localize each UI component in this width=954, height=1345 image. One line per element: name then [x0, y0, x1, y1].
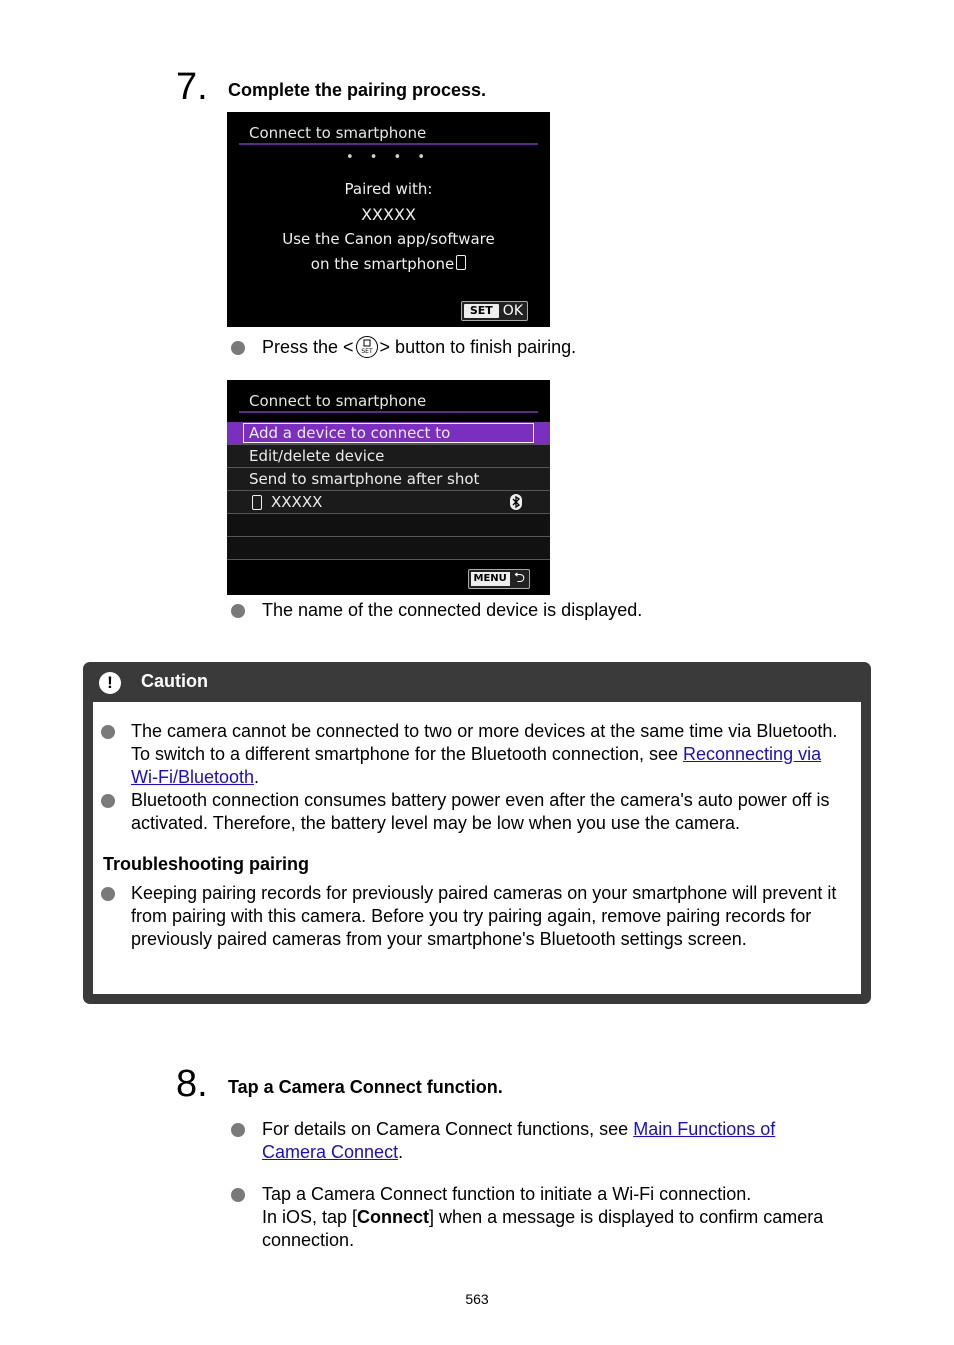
menu-item-empty — [227, 537, 550, 560]
svg-text:SET: SET — [360, 348, 373, 355]
menu-item-add-device[interactable] — [227, 422, 550, 445]
bullet-text-lead: For details on Camera Connect functions, see — [262, 1119, 634, 1139]
menu-item-label: XXXXX — [271, 493, 323, 511]
title-rule — [239, 411, 538, 413]
caution-item-text: Keeping pairing records for previously paired cameras on your smartphone will prevent it from pairing with this camera. Before you try pairing again, remove pairing records for previously paired cameras from your smartphone's Bluetooth settings screen. — [131, 883, 837, 949]
bullet-text — [262, 336, 576, 359]
bullet-dot — [101, 887, 115, 901]
reconnecting-link[interactable]: Reconnecting via Wi-Fi/Bluetooth — [131, 744, 822, 787]
bullet-dot — [231, 1123, 245, 1137]
caution-item-1-text: The camera cannot be connected to two or more devices at the same time via Bluetooth. To switch to a different smartphone for the Bluetooth connection, see — [131, 721, 838, 764]
paired-device-name: XXXXX — [361, 205, 416, 224]
progress-dots: • • • • — [345, 150, 432, 165]
menu-item-label: Send to smartphone after shot — [249, 470, 480, 488]
troubleshooting-heading: Troubleshooting pairing — [103, 854, 309, 874]
caution-item-text — [131, 720, 841, 789]
caution-item — [101, 789, 841, 835]
bullet-line-2-pre: In iOS, tap [ — [262, 1207, 358, 1227]
step-number-7: 7. — [176, 66, 208, 108]
menu-item-connected-device[interactable] — [227, 491, 550, 514]
menu-label: MENU — [471, 572, 510, 586]
menu-item-send-after-shot[interactable] — [227, 468, 550, 491]
warning-icon: ! — [99, 672, 121, 694]
set-label: SET — [464, 304, 499, 318]
set-ok-button[interactable] — [461, 301, 528, 321]
camera-screen-menu — [227, 380, 550, 595]
use-app-line: Use the Canon app/software — [282, 230, 495, 248]
menu-item-label: Add a device to connect to — [249, 424, 451, 442]
step-7-title: Complete the pairing process. — [228, 80, 487, 100]
bullet-text — [262, 1183, 871, 1252]
on-smartphone-line — [227, 255, 550, 273]
bullet-line-2-post: ] when a message is displayed to confirm camera connection. — [262, 1207, 824, 1250]
paired-with-label: Paired with: — [344, 180, 433, 198]
bluetooth-icon — [510, 494, 522, 510]
menu-item-edit-delete[interactable] — [227, 445, 550, 468]
bullet-dot — [101, 794, 115, 808]
on-smartphone-text: on the smartphone — [310, 255, 455, 273]
smartphone-icon — [456, 255, 466, 270]
step8-bullet-tap — [231, 1183, 871, 1252]
step-number-8: 8. — [176, 1063, 208, 1105]
bullet-text — [262, 1118, 831, 1164]
caution-item — [101, 882, 841, 951]
step-8-title: Tap a Camera Connect function. — [228, 1077, 503, 1097]
screen-title: Connect to smartphone — [249, 392, 427, 410]
menu-item-label: Edit/delete device — [249, 447, 385, 465]
bullet-dot — [231, 341, 245, 355]
bullet-text: The name of the connected device is displayed. — [262, 600, 643, 620]
bullet-text-suffix: > button to finish pairing. — [379, 337, 577, 357]
page-number: 563 — [465, 1291, 489, 1307]
menu-item-empty — [227, 514, 550, 537]
caution-header — [83, 662, 871, 702]
caution-title: Caution — [141, 671, 208, 691]
bullet-text-prefix: Press the < — [262, 337, 354, 357]
step8-bullet-details — [231, 1118, 831, 1164]
screen-title: Connect to smartphone — [249, 124, 427, 142]
caution-item — [101, 720, 841, 789]
connect-term: Connect — [357, 1207, 430, 1227]
title-rule — [239, 143, 538, 145]
bullet-dot — [101, 725, 115, 739]
caution-body — [93, 702, 861, 994]
set-button-icon — [356, 336, 378, 358]
bullet-line-1: Tap a Camera Connect function to initiate a Wi-Fi connection. — [262, 1184, 752, 1204]
step7-bullet-device-name — [231, 599, 642, 622]
bullet-dot — [231, 604, 245, 618]
caution-box — [83, 662, 871, 1004]
main-functions-link[interactable]: Main Functions of Camera Connect — [262, 1119, 776, 1162]
return-icon: ⮌ — [513, 570, 525, 586]
bullet-dot — [231, 1188, 245, 1202]
caution-item-1-end: . — [254, 767, 260, 787]
ok-label: OK — [502, 303, 523, 319]
step7-bullet-press-set — [231, 336, 576, 359]
smartphone-icon — [252, 495, 262, 510]
caution-item-text: Bluetooth connection consumes battery power even after the camera's auto power off is activated. Therefore, the battery level may be low when you use the camera. — [131, 790, 830, 833]
bullet-text-end: . — [398, 1142, 404, 1162]
menu-back-button[interactable] — [468, 569, 531, 589]
camera-screen-paired — [227, 112, 550, 327]
